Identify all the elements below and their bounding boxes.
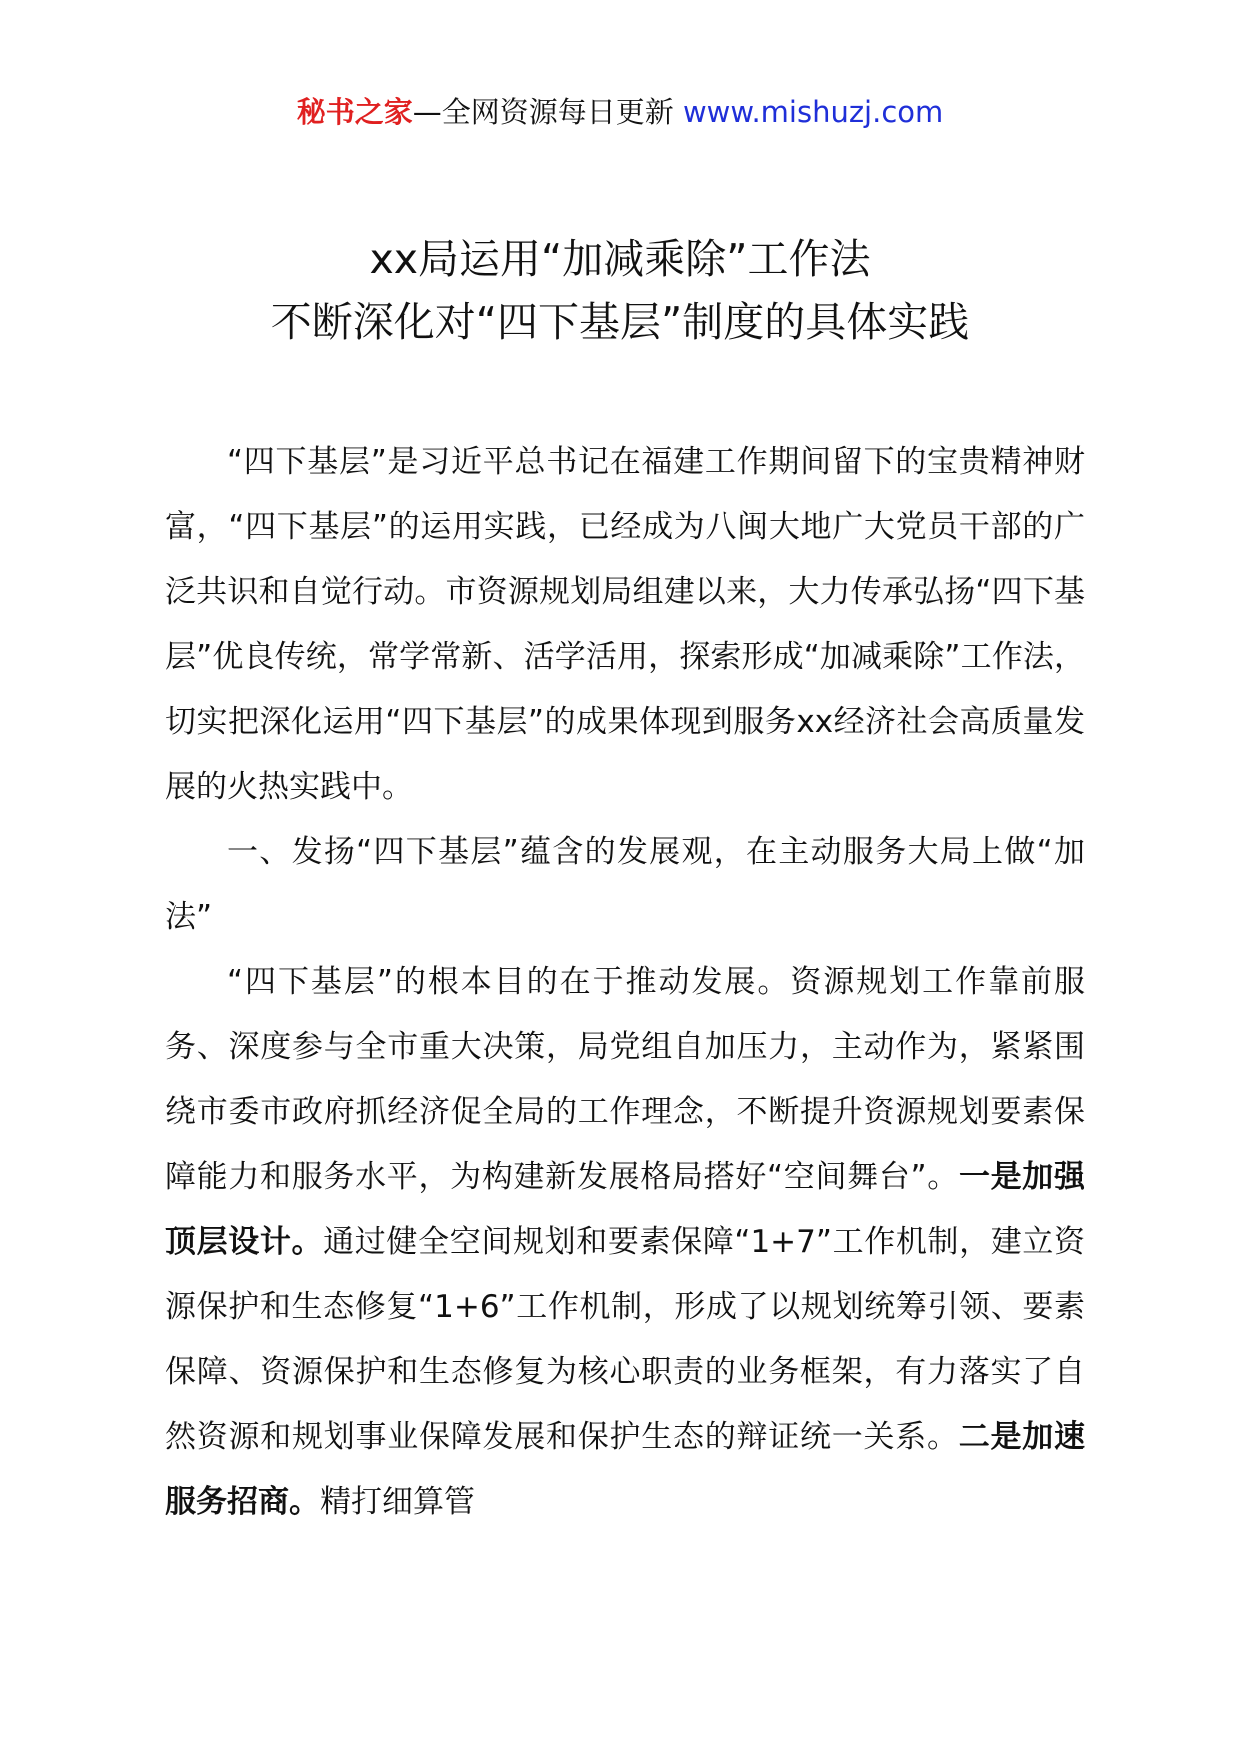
section-heading-1: 一、发扬“四下基层”蕴含的发展观，在主动服务大局上做“加法” bbox=[165, 834, 1085, 935]
section-1-text-a: “四下基层”的根本目的在于推动发展。资源规划工作靠前服务、深度参与全市重大决策，局党组自加压力，主动作为，紧紧围绕市委市政府抓经济促全局的工作理念，不断提升资源规划要素保障能力和服务水平，为构建新发展格局搭好“空间舞台”。 bbox=[165, 964, 1085, 1195]
site-brand: 秘书之家 bbox=[296, 95, 413, 129]
site-tagline: —全网资源每日更新 bbox=[412, 95, 683, 129]
section-1-text-c: 通过健全空间规划和要素保障“1+7”工作机制，建立资源保护和生态修复“1+6”工作机制，形成了以规划统筹引领、要素保障、资源保护和生态修复为核心职责的业务框架，有力落实了自然资源和规划事业保障发展和保护生态的辩证统一关系。 bbox=[165, 1224, 1085, 1455]
site-url-link[interactable]: www.mishuzj.com bbox=[682, 95, 944, 129]
intro-paragraph: “四下基层”是习近平总书记在福建工作期间留下的宝贵精神财富，“四下基层”的运用实践，已经成为八闽大地广大党员干部的广泛共识和自觉行动。市资源规划局组建以来，大力传承弘扬“四下基层”优良传统，常学常新、活学活用，探索形成“加减乘除”工作法，切实把深化运用“四下基层”的成果体现到服务xx经济社会高质量发展的火热实践中。 bbox=[165, 444, 1085, 805]
title-line-2: 不断深化对“四下基层”制度的具体实践 bbox=[270, 298, 970, 346]
title-line-1: xx局运用“加减乘除”工作法 bbox=[369, 235, 871, 283]
document-body bbox=[165, 430, 1085, 1535]
point-1-heading: 一是加强顶层设计。 bbox=[165, 1159, 1085, 1260]
point-2-heading: 二是加速服务招商。 bbox=[165, 1419, 1085, 1520]
section-1-text-e: 精打细算管 bbox=[320, 1484, 475, 1520]
site-header bbox=[0, 92, 1240, 132]
document-title bbox=[0, 228, 1240, 354]
section-1-paragraph bbox=[165, 950, 1085, 1535]
